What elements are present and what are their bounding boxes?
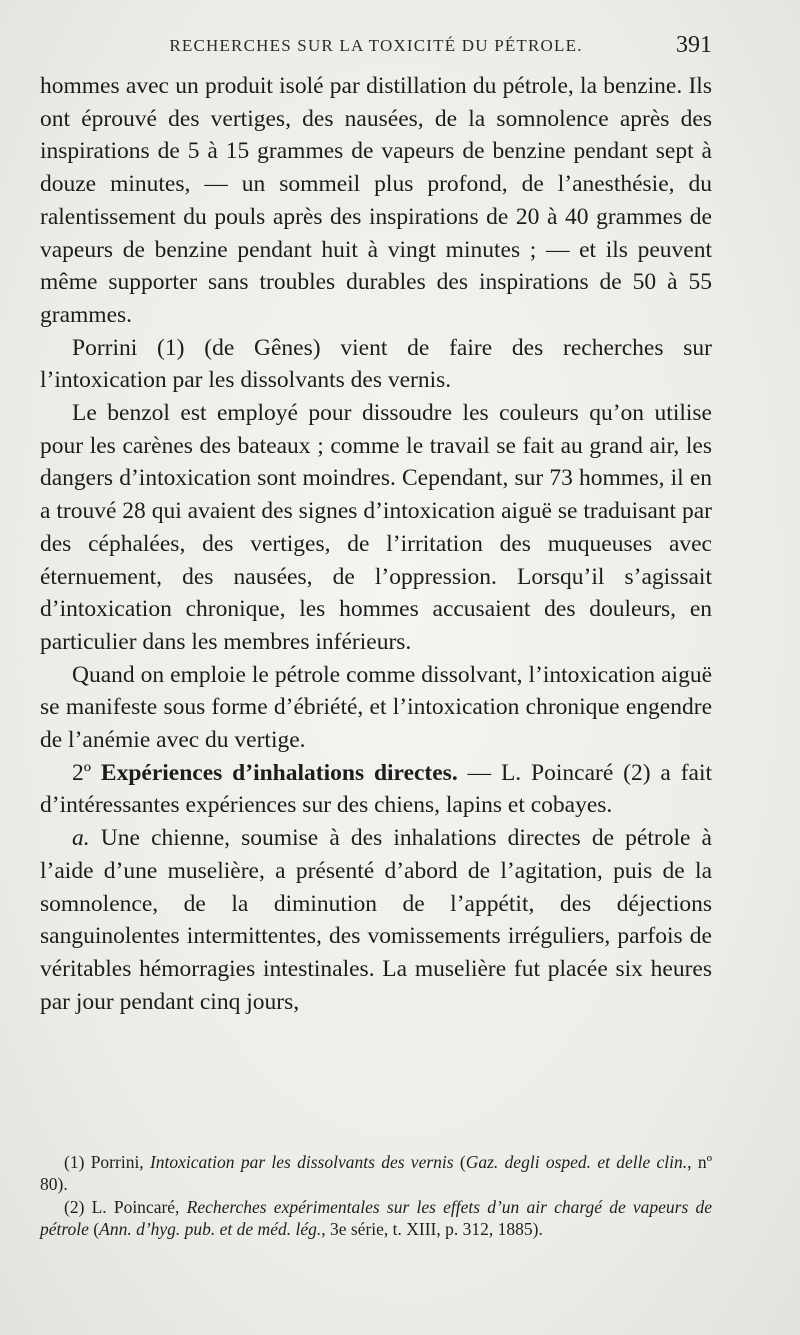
section-number: 2º — [72, 759, 92, 786]
main-text — [40, 70, 712, 1018]
paragraph-continuation: hommes avec un produit isolé par distillation du pétrole, la benzine. Ils ont éprouvé des vertiges, des nausées, de la somnolence après des inspirations de 5 à 15 grammes de vapeurs de benzine pendant sept à douze minutes, — un sommeil plus profond, de l’anesthésie, du ralentissement du pouls après des inspirations de 20 à 40 grammes de vapeurs de benzine pendant huit à vingt minutes ; — et ils peuvent même supporter sans troubles durables des inspirations de 50 à 55 grammes. — [40, 73, 712, 328]
running-head — [40, 32, 712, 64]
footnote-2-source: Ann. d’hyg. pub. et de méd. lég. — [99, 1218, 322, 1239]
section-intro-text: — L. Poincaré (2) a fait d’intéressantes expériences sur des chiens, lapins et cobayes. — [40, 759, 713, 819]
footnote-1-suffix: , nº 80). — [40, 1152, 712, 1194]
footnote-1 — [40, 1152, 712, 1195]
footnote-1-source: Gaz. degli osped. et delle clin. — [465, 1152, 688, 1172]
footnote-2-paren: ( — [88, 1218, 100, 1239]
paragraph-experiment-a — [40, 822, 712, 1018]
footnote-2-title: Recherches expérimentales sur les effets d’un air chargé de vapeurs de pétrole — [40, 1197, 712, 1239]
footnote-2-suffix: , 3e série, t. XIII, p. 312, 1885). — [321, 1218, 543, 1239]
experiment-a-text: Une chienne, soumise à des inhalations directes de pétrole à l’aide d’une muselière, a présenté d’abord de l’agitation, puis de la somnolence, de la diminution de l’appétit, des déjections sanguinolentes intermittentes, des vomissements irréguliers, parfois de véritables hémorragies intestinales. La muselière fut placée six heures par jour pendant cinq jours, — [40, 825, 712, 1015]
footnote-1-author: (1) Porrini, — [64, 1152, 150, 1172]
footnote-2 — [40, 1197, 712, 1240]
footnote-2-author: (2) L. Poincaré, — [64, 1197, 187, 1217]
paragraph-benzol: Le benzol est employé pour dissoudre les couleurs qu’on utilise pour les carènes des bateaux ; comme le travail se fait au grand air, les dangers d’intoxication sont moindres. Cependant, sur 73 hommes, il en a trouvé 28 qui avaient des signes d’intoxication aiguë se traduisant par des céphalées, des vertiges, de l’irritation des muqueuses avec éternuement, des nausées, de l’oppression. Lorsqu’il s’agissait d’intoxication chronique, les hommes accusaient des douleurs, en particulier dans les membres inférieurs. — [40, 400, 712, 655]
item-letter: a. — [72, 825, 90, 852]
footnotes — [40, 1152, 712, 1242]
paragraph-section-2 — [40, 757, 712, 822]
page-number: 391 — [676, 32, 712, 58]
section-heading: Expériences d’inhalations directes. — [100, 759, 458, 786]
running-title: RECHERCHES SUR LA TOXICITÉ DU PÉTROLE. — [169, 36, 583, 55]
footnote-1-paren: ( — [453, 1152, 466, 1172]
paragraph-petrole-dissolvant: Quand on emploie le pétrole comme dissolvant, l’intoxication aiguë se manifeste sous forme d’ébriété, et l’intoxication chronique engendre de l’anémie avec du vertige. — [40, 661, 712, 754]
paragraph-porrini: Porrini (1) (de Gênes) vient de faire des recherches sur l’intoxication par les dissolvants des vernis. — [40, 334, 712, 394]
footnote-1-title: Intoxication par les dissolvants des vernis — [149, 1152, 454, 1172]
